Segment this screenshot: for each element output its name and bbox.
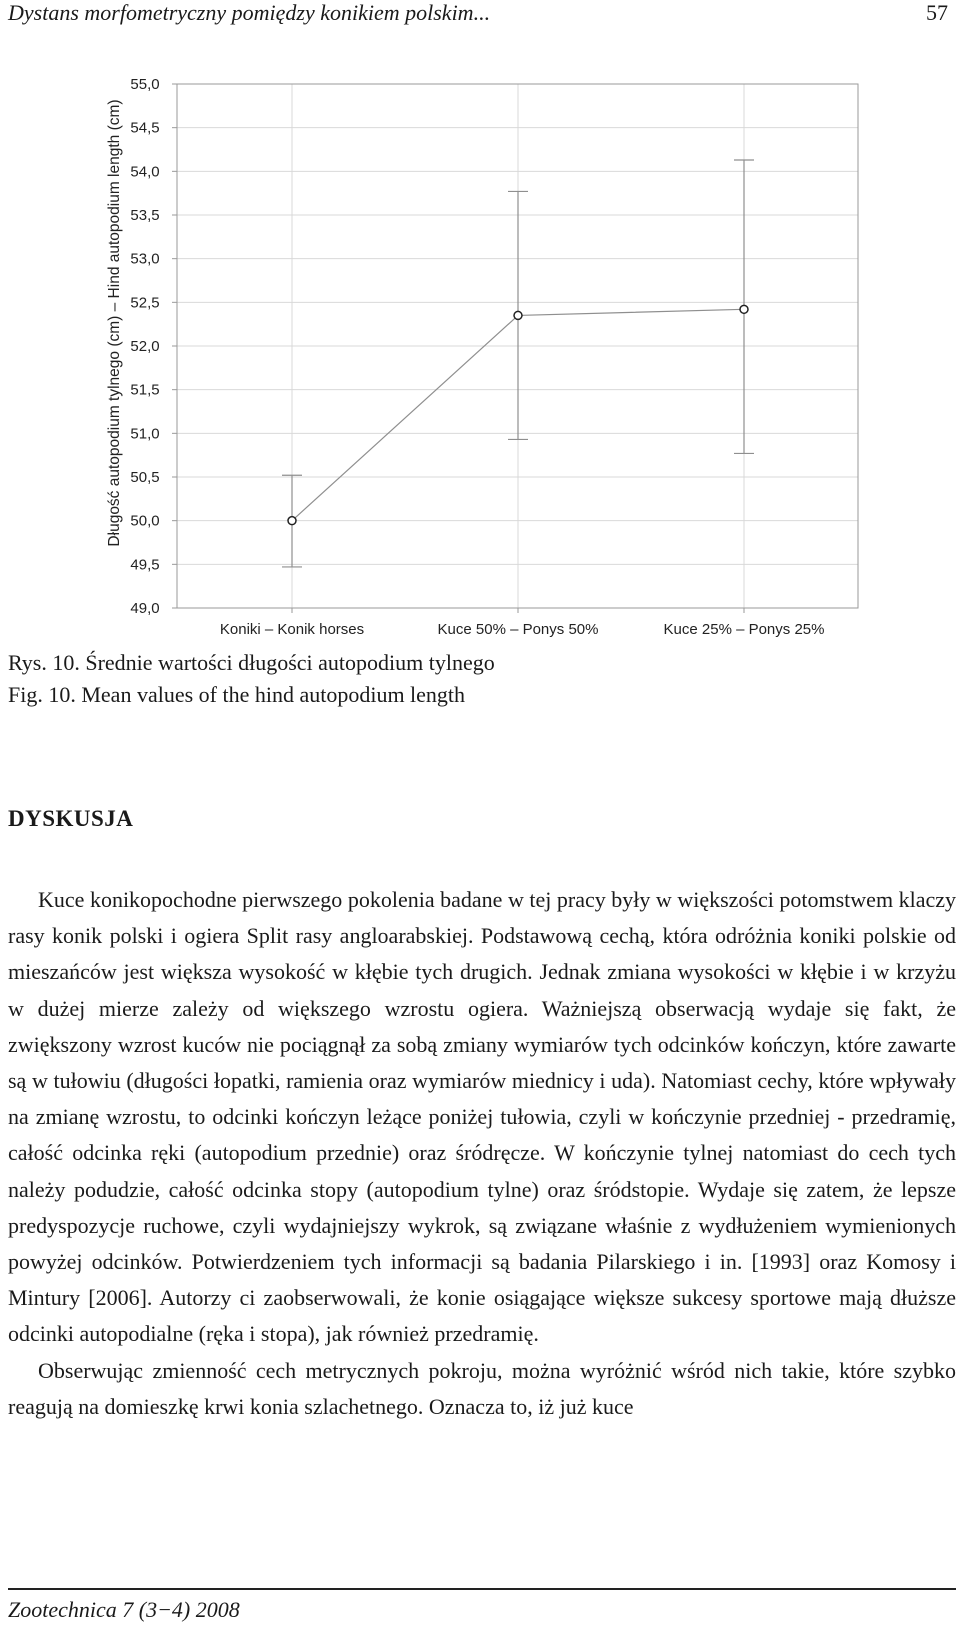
x-tick-label: Koniki – Konik horses xyxy=(219,621,365,638)
x-tick-label: Kuce 25% – Ponys 25% xyxy=(663,621,825,638)
footer-rule xyxy=(8,1588,956,1590)
data-point xyxy=(740,305,748,313)
figure-caption-pl: Rys. 10. Średnie wartości długości autopodium tylnego xyxy=(8,650,495,675)
data-point xyxy=(514,311,522,319)
running-title: Dystans morfometryczny pomiędzy konikiem polskim... xyxy=(8,0,491,25)
y-tick-label: 51,5 xyxy=(130,381,160,399)
y-tick-label: 54,0 xyxy=(130,163,160,181)
x-tick-label: Kuce 50% – Ponys 50% xyxy=(437,621,599,638)
body-text xyxy=(8,882,956,1425)
y-tick-label: 54,5 xyxy=(130,119,160,137)
y-tick-label: 52,0 xyxy=(130,338,160,355)
data-point xyxy=(288,517,296,525)
y-tick-label: 49,5 xyxy=(130,556,160,574)
y-tick-label: 51,0 xyxy=(130,425,160,443)
figure-caption-en: Fig. 10. Mean values of the hind autopodium length xyxy=(8,682,466,707)
y-tick-label: 53,5 xyxy=(130,207,160,224)
y-tick-label: 50,0 xyxy=(130,512,160,530)
y-tick-label: 50,5 xyxy=(130,469,160,486)
paragraph: Obserwując zmienność cech metrycznych pokroju, można wyróżnić wśród nich takie, które szybko reagują na domieszkę krwi konia szlachetnego. Oznacza to, iż już kuce xyxy=(8,1357,956,1419)
y-axis-label: Długość autopodium tylnego (cm) – Hind autopodium length (cm) xyxy=(106,99,123,547)
y-tick-label: 55,0 xyxy=(130,76,160,93)
figure-chart xyxy=(0,70,960,650)
y-tick-label: 53,0 xyxy=(130,250,160,268)
y-tick-label: 52,5 xyxy=(130,294,160,312)
footer-journal: Zootechnica 7 (3−4) 2008 xyxy=(8,1597,240,1622)
y-tick-label: 49,0 xyxy=(130,600,160,617)
section-heading: DYSKUSJA xyxy=(8,806,134,831)
paragraph: Kuce konikopochodne pierwszego pokolenia badane w tej pracy były w większości potomstwem klaczy rasy konik polski i ogiera Split rasy angloarabskiej. Podstawową cechą, która odróżnia koniki polskie od mieszańców jest większa wysokość w kłębie tych drugich. Jednak zmiana wysokości w kłębie i w krzyżu w dużej mierze zależy od większego wzrostu ogiera. Ważniejszą obserwacją wydaje się fakt, że zwiększony wzrost kuców nie pociągnął za sobą zmiany wymiarów tych odcinków kończyn, które zawarte są w tułowiu (długości łopatki, ramienia oraz wymiarów miednicy i uda). Natomiast cechy, które wpływały na zmianę wzrostu, to odcinki kończyn leżące poniżej tułowia, czyli w kończynie przedniej - przedramię, całość odcinka ręki (autopodium przednie) oraz śródręcze. W kończynie tylnej natomiast do cech tych należy podudzie, całość odcinka stopy (autopodium tylne) oraz śródstopie. Wydaje się zatem, że lepsze predyspozycje ruchowe, czyli wydajniejszy wykrok, są związane właśnie z wydłużeniem wymienionych powyżej odcinków. Potwierdzeniem tych informacji są badania Pilarskiego i in. [1993] oraz Komosy i Mintury [2006]. Autorzy ci zaobserwowali, że konie osiągające większe sukcesy sportowe mają dłuższe odcinki autopodialne (ręka i stopa), jak również przedramię. xyxy=(8,887,956,1347)
running-head xyxy=(8,0,948,28)
page-number: 57 xyxy=(926,0,948,25)
